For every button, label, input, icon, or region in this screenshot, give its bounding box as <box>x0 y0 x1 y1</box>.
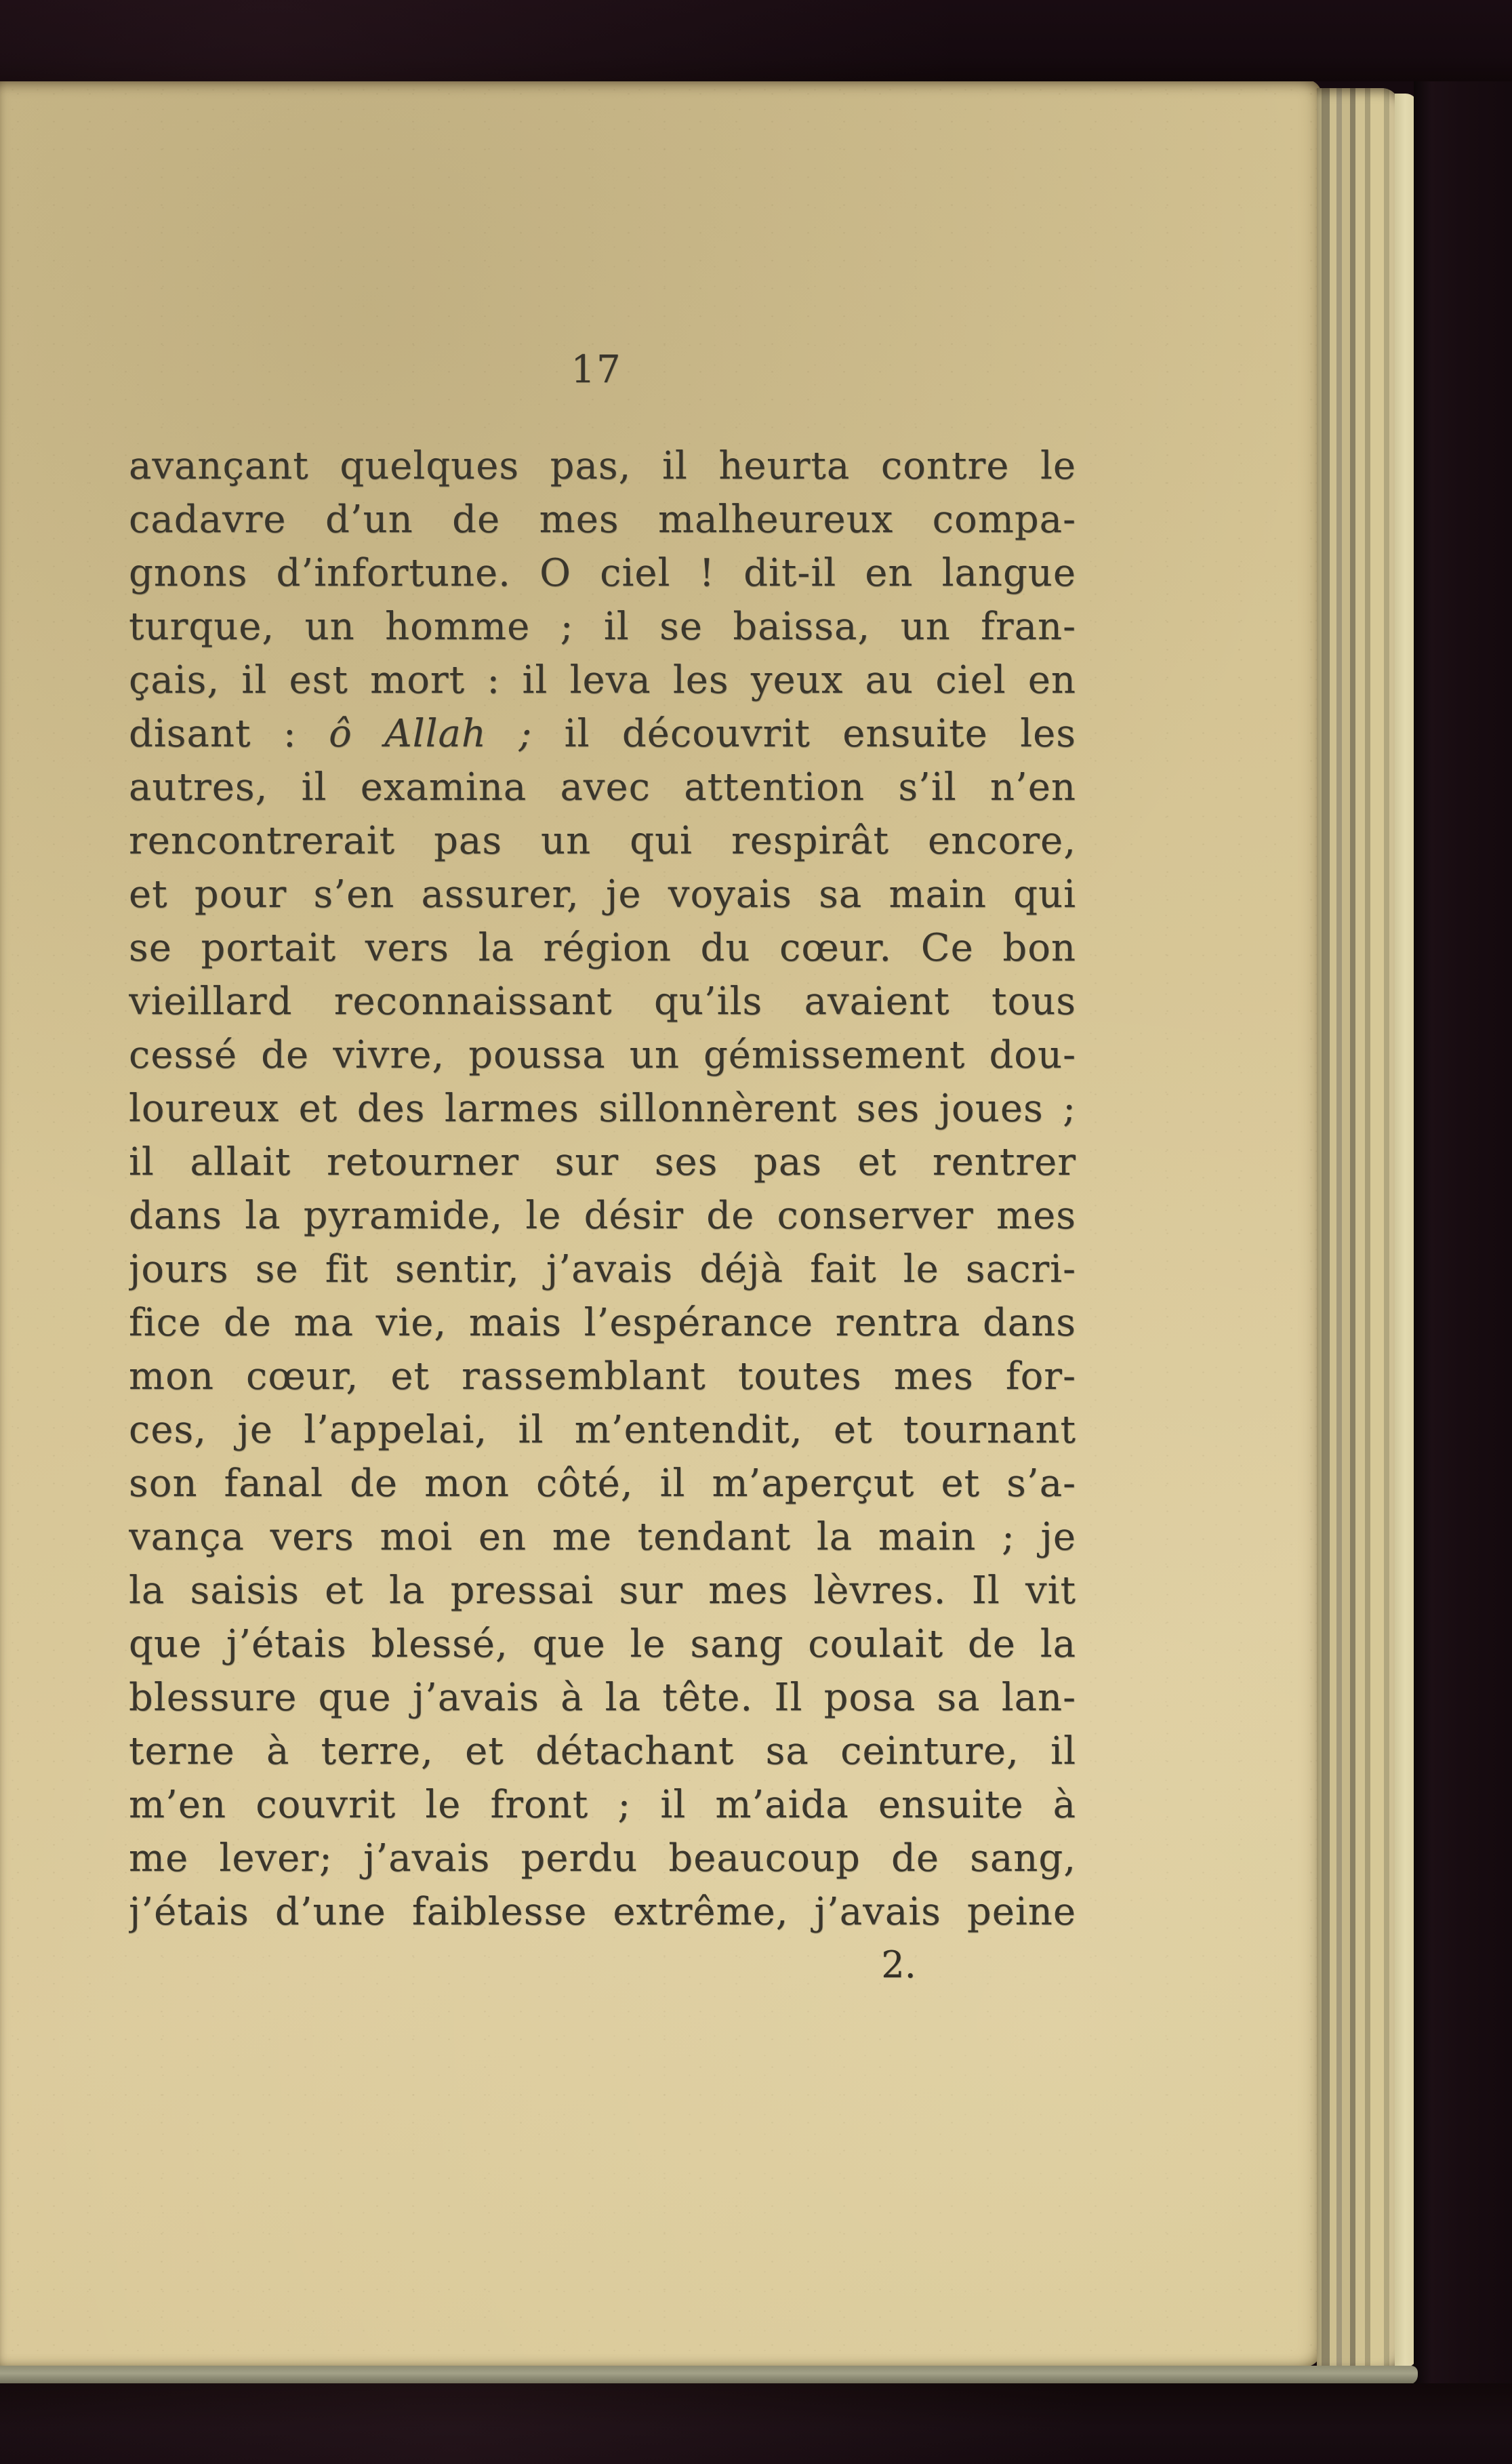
text-segment: il découvrit ensuite les <box>532 712 1076 756</box>
text-line <box>129 1403 1076 1457</box>
text-segment: il allait retourner sur ses pas et rentrer <box>129 1140 1076 1184</box>
text-segment: son fanal de mon côté, il m’aperçut et s’a- <box>129 1461 1076 1506</box>
text-line <box>129 975 1076 1028</box>
text-line <box>129 1564 1076 1617</box>
text-segment: loureux et des larmes sillonnèrent ses joues ; <box>129 1087 1076 1131</box>
page-paper <box>0 80 1322 2367</box>
text-line <box>129 707 1076 761</box>
text-segment: se portait vers la région du cœur. Ce bon <box>129 926 1076 970</box>
text-segment: j’étais d’une faiblesse extrême, j’avais peine <box>129 1890 1076 1934</box>
text-segment: çais, il est mort : il leva les yeux au ciel en <box>129 658 1076 702</box>
text-line <box>129 493 1076 546</box>
text-line <box>129 1778 1076 1832</box>
text-line <box>129 1189 1076 1243</box>
text-line <box>129 1243 1076 1296</box>
text-segment: turque, un homme ; il se baissa, un fran- <box>129 605 1076 649</box>
text-segment: ces, je l’appelai, il m’entendit, et tournant <box>129 1408 1076 1452</box>
page-number: 17 <box>571 348 622 392</box>
text-line <box>129 1296 1076 1350</box>
text-line <box>129 1350 1076 1403</box>
text-segment: dans la pyramide, le désir de conserver mes <box>129 1194 1076 1238</box>
text-line <box>129 1885 1076 1939</box>
text-line <box>129 868 1076 921</box>
text-segment: cadavre d’un de mes malheureux compa- <box>129 498 1076 542</box>
text-line <box>129 1617 1076 1671</box>
text-segment: et pour s’en assurer, je voyais sa main qui <box>129 872 1076 916</box>
text-line <box>129 439 1076 493</box>
text-segment: blessure que j’avais à la tête. Il posa sa lan- <box>129 1676 1076 1720</box>
text-segment: que j’étais blessé, que le sang coulait de la <box>129 1622 1076 1666</box>
text-segment: disant : <box>129 712 329 756</box>
book-cover-right <box>1414 0 1512 2464</box>
background-top <box>0 0 1512 81</box>
text-segment: m’en couvrit le front ; il m’aida ensuite à <box>129 1783 1076 1827</box>
text-line <box>129 1457 1076 1510</box>
text-segment: avançant quelques pas, il heurta contre le <box>129 444 1076 488</box>
text-line <box>129 1510 1076 1564</box>
text-line <box>129 1671 1076 1724</box>
text-segment: terne à terre, et détachant sa ceinture, il <box>129 1729 1076 1773</box>
text-line <box>129 1082 1076 1135</box>
text-line <box>129 761 1076 814</box>
text-line <box>129 546 1076 600</box>
text-segment: rencontrerait pas un qui respirât encore, <box>129 819 1076 863</box>
text-segment: autres, il examina avec attention s’il n’en <box>129 765 1076 809</box>
text-line <box>129 921 1076 975</box>
body-text <box>129 439 1076 1939</box>
background-bottom <box>0 2383 1512 2464</box>
text-segment: ô Allah ; <box>329 712 533 756</box>
text-line <box>129 1832 1076 1885</box>
signature-mark: 2. <box>881 1943 916 1986</box>
bottom-page-edges <box>0 2366 1418 2385</box>
text-line <box>129 653 1076 707</box>
text-line <box>129 1724 1076 1778</box>
text-segment: gnons d’infortune. O ciel ! dit-il en langue <box>129 551 1076 595</box>
text-segment: cessé de vivre, poussa un gémissement dou- <box>129 1033 1076 1077</box>
text-line <box>129 814 1076 868</box>
text-segment: fice de ma vie, mais l’espérance rentra dans <box>129 1301 1076 1345</box>
text-line <box>129 1135 1076 1189</box>
text-segment: mon cœur, et rassemblant toutes mes for- <box>129 1354 1076 1398</box>
text-line <box>129 600 1076 653</box>
text-segment: vieillard reconnaissant qu’ils avaient tous <box>129 979 1076 1024</box>
text-segment: jours se fit sentir, j’avais déjà fait le sacri- <box>129 1247 1076 1291</box>
text-segment: me lever; j’avais perdu beaucoup de sang, <box>129 1836 1076 1880</box>
text-segment: la saisis et la pressai sur mes lèvres. Il vit <box>129 1569 1076 1613</box>
fore-edge-page-stack <box>1317 88 1399 2374</box>
text-line <box>129 1028 1076 1082</box>
text-segment: vança vers moi en me tendant la main ; je <box>129 1515 1076 1559</box>
